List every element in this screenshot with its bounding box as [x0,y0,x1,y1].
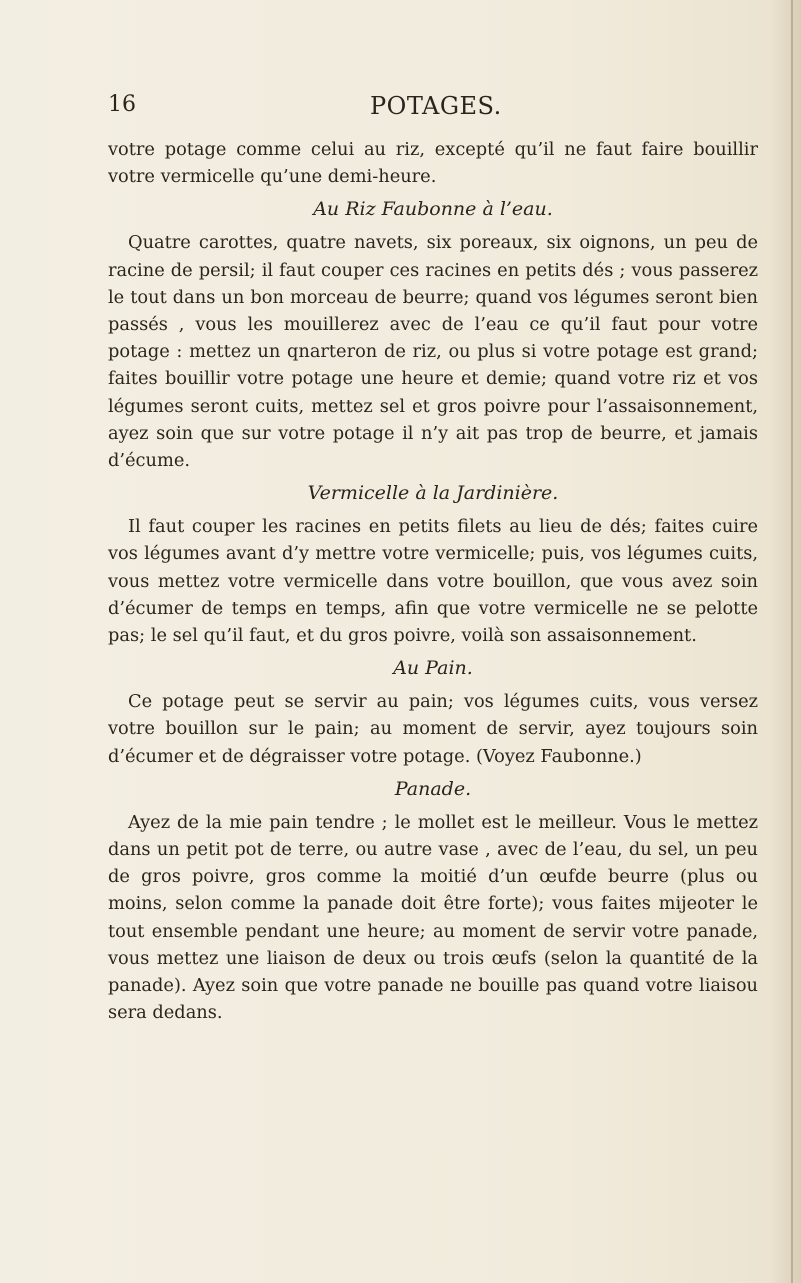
section-paragraph: Il faut couper les racines en petits filets au lieu de dés; faites cuire vos légumes avant d’y mettre votre vermicelle; puis, vos légumes cuits, vous mettez votre vermicelle dans votre bouillon, que vous avez soin d’écumer de temps en temps, afin que votre vermicelle ne se pelotte pas; le sel qu’il faut, et du gros poivre, voilà son assaisonnement. [108,516,758,647]
running-head: POTAGES. [370,92,502,120]
section-paragraph: Quatre carottes, quatre navets, six poreaux, six oignons, un peu de racine de persil; il faut couper ces racines en petits dés ; vous passerez le tout dans un bon morceau de beurre; quand vos légumes seront bien passés , vous les mouillerez avec de l’eau ce qu’il faut pour votre potage : mettez un qnarteron de riz, ou plus si votre potage est grand; faites bouillir votre potage une heure et demie; quand votre riz et vos légumes seront cuits, mettez sel et gros poivre pour l’assaisonnement, ayez soin que sur votre potage il n’y ait pas trop de beurre, et jamais d’écume. [108,232,758,472]
section-title: Panade. [394,777,472,800]
section-paragraph: Ayez de la mie pain tendre ; le mollet est le meilleur. Vous le mettez dans un petit pot de terre, ou autre vase , avec de l’eau, du sel, un peu de gros poivre, gros comme la moitié d’un œufde beurre (plus ou moins, selon comme la panade doit être forte); vous faites mijeoter le tout ensemble pendant une heure; au moment de servir votre panade, vous mettez une liaison de deux ou trois œufs (selon la quantité de la panade). Ayez soin que votre panade ne bouille pas quand votre liaisou sera dedans. [108,811,758,1024]
page-edge [791,0,793,1283]
intro-paragraph: votre potage comme celui au riz, excepté qu’il ne faut faire bouillir votre vermicelle qu’une demi-heure. [108,139,758,188]
section-title: Au Pain. [393,657,473,680]
section-title: Au Riz Faubonne à l’eau. [313,198,553,221]
body-text [108,136,758,1026]
page-number: 16 [108,92,136,117]
page-header [108,92,748,132]
section-paragraph: Ce potage peut se servir au pain; vos légumes cuits, vous versez votre bouillon sur le pain; au moment de servir, ayez toujours soin d’écumer et de dégraisser votre potage. (Voyez Faubonne.) [108,691,758,767]
section-title: Vermicelle à la Jardinière. [307,482,559,505]
